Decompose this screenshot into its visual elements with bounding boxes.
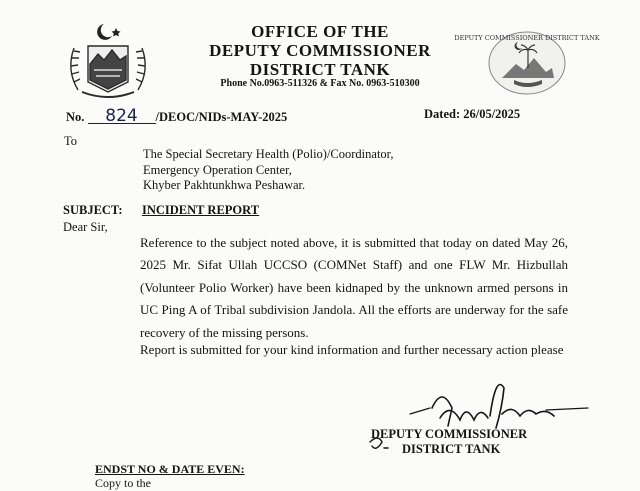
dc-tank-seal-icon: [454, 28, 600, 98]
signatory-district: DISTRICT TANK: [402, 442, 501, 456]
subject-label: SUBJECT:: [63, 203, 123, 217]
reference-number: [66, 106, 288, 126]
reference-prefix: No.: [66, 110, 85, 124]
to-label: To: [64, 134, 78, 148]
reference-handwritten-number: 824: [88, 109, 156, 124]
signatory-title: DEPUTY COMMISSIONER: [371, 427, 528, 441]
subject-title: INCIDENT REPORT: [142, 203, 260, 217]
salutation: Dear Sir,: [63, 220, 108, 234]
address-line: The Special Secretary Health (Polio)/Coordinator,: [143, 147, 394, 161]
body-paragraph-2: Report is submitted for your kind information and further necessary action please: [140, 342, 564, 357]
endorsement-label: ENDST NO & DATE EVEN:: [95, 462, 245, 476]
address-line: Khyber Pakhtunkhwa Peshawar.: [143, 178, 306, 192]
recipient-address: [143, 147, 393, 194]
phone-fax-line: Phone No.0963-511326 & Fax No. 0963-510300: [220, 78, 420, 89]
office-district: DISTRICT TANK: [249, 60, 391, 79]
address-line: Emergency Operation Center,: [143, 162, 292, 177]
seal-text: DEPUTY COMMISSIONER DISTRICT TANK: [454, 34, 600, 42]
letter-date: Dated: 26/05/2025: [424, 107, 521, 121]
body-paragraph-1: Reference to the subject noted above, it is submitted that today on dated May 26, 2025 Mr. Sifat Ullah UCCSO (COMNet Staff) and one FLW Mr. Hizbullah (Volunteer Polio Worker) have been kidnaped by the unknown armed persons in UC Ping A of Tribal subdivision Jandola. All the efforts are underway for the safe recovery of the missing persons.: [140, 235, 568, 340]
reference-suffix: /DEOC/NIDs-MAY-2025: [155, 110, 288, 124]
office-heading: OFFICE OF THE: [251, 22, 389, 41]
endorsement-cut-text: Copy to the: [95, 476, 151, 490]
office-title: DEPUTY COMMISSIONER: [209, 41, 431, 60]
